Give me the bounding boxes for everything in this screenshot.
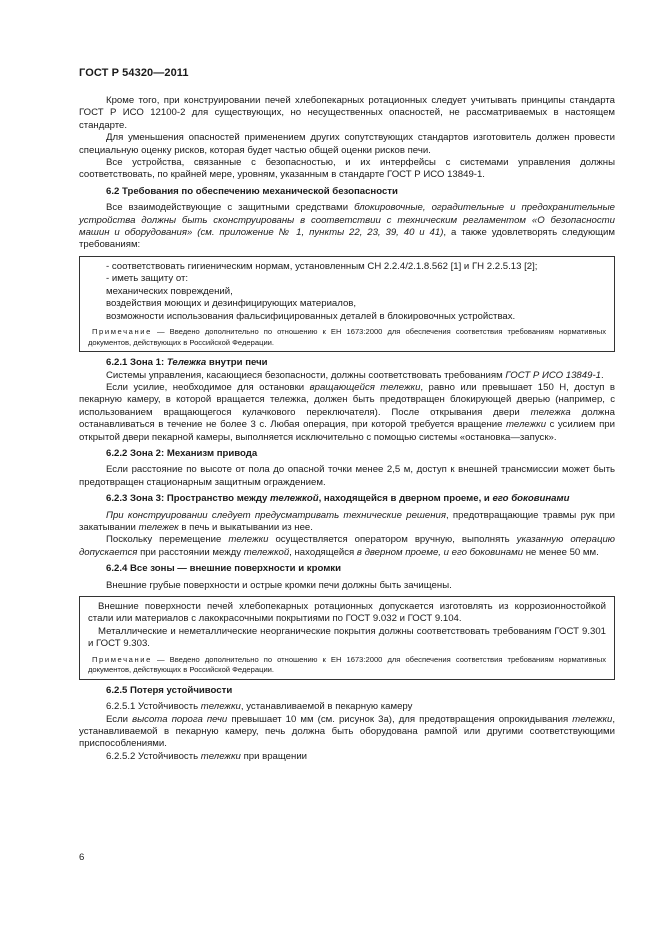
- document-header: ГОСТ Р 54320—2011: [79, 67, 189, 79]
- document-body: [79, 95, 615, 763]
- list-item: возможности использования фальсифицированных деталей в блокировочных устройствах.: [106, 310, 516, 322]
- paragraph: Все взаимодействующие с защитными средствами блокировочные, оградительные и предохранительные устройства должны быть сконструированы в соответствии с техническим регламентом «О безопасности машин и оборудования» (см. приложение № 1, пункты 22, 23, 39, 40 и 41), а также удовлетворять следующим требованиям:: [79, 202, 615, 251]
- paragraph: Если расстояние по высоте от пола до опасной точки менее 2,5 м, доступ к внешней трансмиссии может быть предотвращен стационарным защитным ограждением.: [79, 464, 615, 488]
- list-item: - соответствовать гигиеническим нормам, установленным СН 2.2.4/2.1.8.562 [1] и ГН 2.2.5.13 [2];: [106, 260, 538, 272]
- paragraph: Для уменьшения опасностей применением других сопутствующих стандартов изготовитель должен провести специальную оценку рисков, которая будет частью общей оценки рисков печи.: [79, 132, 615, 156]
- list-item: механических повреждений,: [106, 285, 233, 297]
- list-item: воздействия моющих и дезинфицирующих материалов,: [106, 298, 357, 310]
- insert-box-coatings: [79, 596, 615, 680]
- subsection-heading-6-2-5-1: 6.2.5.1 Устойчивость тележки, устанавливаемой в пекарную камеру: [106, 701, 413, 713]
- insert-box-requirements: [79, 256, 615, 352]
- note: Примечание — Введено дополнительно по отношению к ЕН 1673:2000 для обеспечения соответствия требованиям нормативных документов, действующих в Российской Федерации.: [88, 326, 606, 347]
- paragraph: Все устройства, связанные с безопасностью, и их интерфейсы с системами управления должны соответствовать, по крайней мере, уровням, указанным в стандарте ГОСТ Р ИСО 13849-1.: [79, 157, 615, 181]
- paragraph: Кроме того, при конструировании печей хлебопекарных ротационных следует учитывать принципы стандарта ГОСТ Р ИСО 12100-2 для существующих, но несущественных опасностей, не рассматриваемых в настоящем стандарте.: [79, 95, 615, 131]
- section-heading-6-2-1: 6.2.1 Зона 1: Тележка внутри печи: [106, 357, 268, 369]
- subsection-heading-6-2-5-2: 6.2.5.2 Устойчивость тележки при вращении: [106, 750, 308, 762]
- paragraph: Внешние поверхности печей хлебопекарных ротационных допускается изготовлять из коррозионностойкой стали или материалов с лакокрасочными покрытиями по ГОСТ 9.032 и ГОСТ 9.104.: [88, 601, 606, 625]
- paragraph: Металлические и неметаллические неорганические покрытия должны соответствовать требованиям ГОСТ 9.301 и ГОСТ 9.303.: [88, 625, 606, 650]
- paragraph: Внешние грубые поверхности и острые кромки печи должны быть зачищены.: [106, 579, 452, 591]
- section-heading-6-2-3: 6.2.3 Зона 3: Пространство между тележкой, находящейся в дверном проеме, и его боковинами: [106, 493, 570, 505]
- paragraph: Системы управления, касающиеся безопасности, должны соответствовать требованиям ГОСТ Р ИСО 13849-1.: [106, 369, 604, 381]
- list-item: - иметь защиту от:: [106, 273, 189, 285]
- page-number: 6: [79, 852, 85, 863]
- paragraph: Если усилие, необходимое для остановки вращающейся тележки, равно или превышает 150 Н, доступ в пекарную камеру, в которой вращается тележка, должен быть предотвращен блокирующей дверью (например, с использованием вращающегося кулачкового переключателя). После открывания двери тележка должна останавливаться в течение не более 3 с. Любая операция, при которой требуется вращение тележки с усилием при открытой двери пекарной камеры, выполняется исключительно с помощью системы «остановка—запуск».: [79, 381, 616, 443]
- section-heading-6-2-5: 6.2.5 Потеря устойчивости: [106, 684, 233, 696]
- section-heading-6-2-2: 6.2.2 Зона 2: Механизм привода: [106, 447, 258, 459]
- note: Примечание — Введено дополнительно по отношению к ЕН 1673:2000 для обеспечения соответствия требованиям нормативных документов, действующих в Российской Федерации.: [88, 654, 606, 675]
- paragraph: Если высота порога печи превышает 10 мм (см. рисунок 3а), для предотвращения опрокидывания тележки, устанавливаемой в пекарную камеру, печь должна быть оборудована рампой или другими соответствующими приспособлениями.: [79, 713, 615, 750]
- section-heading-6-2-4: 6.2.4 Все зоны — внешние поверхности и кромки: [106, 563, 341, 575]
- paragraph: При конструировании следует предусматривать технические решения, предотвращающие травмы рук при закатывании тележек в печь и выкатывании из нее.: [79, 509, 615, 533]
- section-heading-6-2: 6.2 Требования по обеспечению механической безопасности: [106, 185, 398, 197]
- paragraph: Поскольку перемещение тележки осуществляется оператором вручную, выполнять указанную операцию допускается при расстоянии между тележкой, находящейся в дверном проеме, и его боковинами не менее 50 мм.: [79, 534, 615, 558]
